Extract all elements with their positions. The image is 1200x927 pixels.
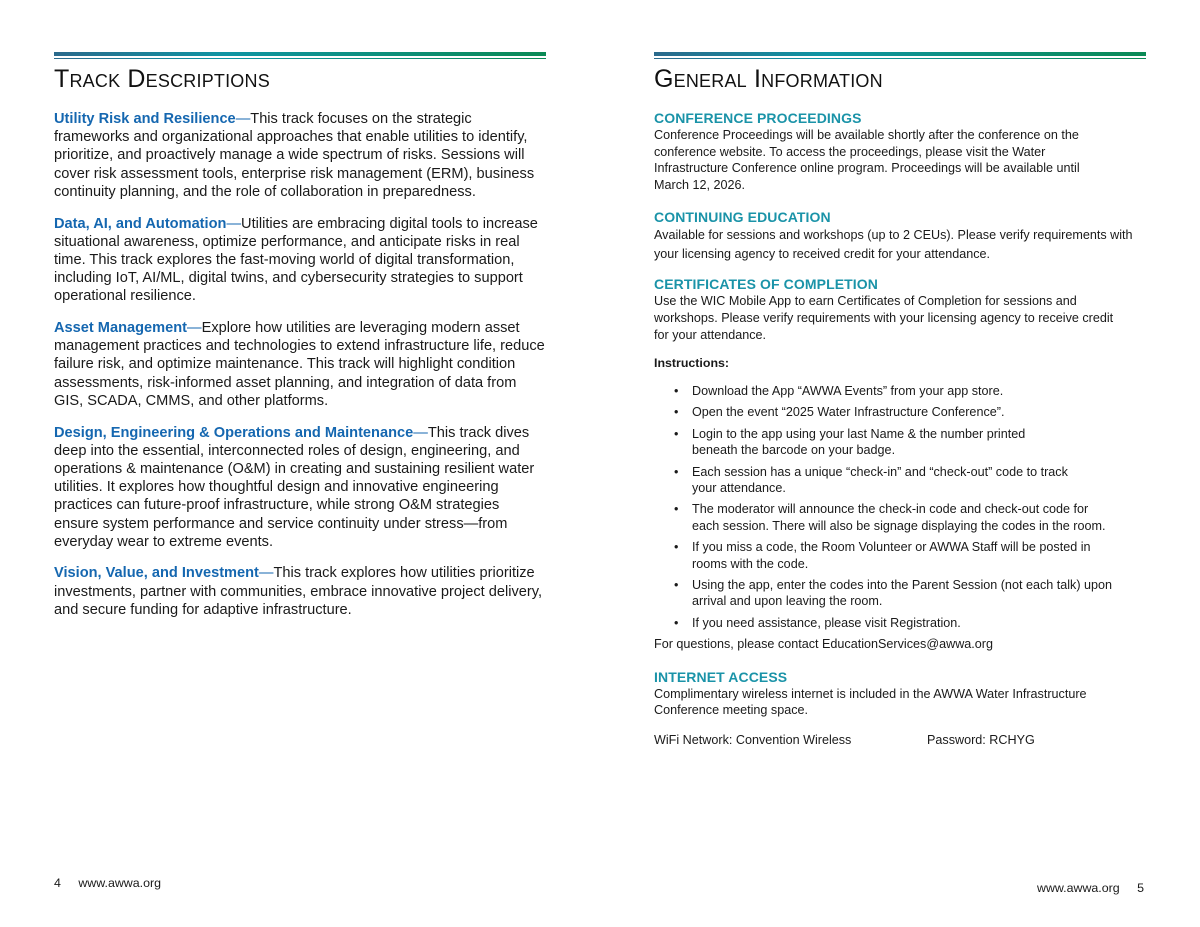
footer-url[interactable]: www.awwa.org	[1037, 881, 1120, 895]
track-dash: —	[187, 320, 202, 337]
track-description: This track focuses on the strategic frameworks and organizational approaches that enable utilities to identify, prioritize, and proactively manage a wide spectrum of risks. Sessions will cover risk assessment tools, enterprise risk management (ERM), business continuity planning, and the role of collaboration in preparedness.	[54, 111, 535, 200]
section-heading: CERTIFICATES OF COMPLETION	[654, 276, 879, 293]
track-item	[54, 110, 546, 201]
bullet-icon: •	[674, 384, 679, 399]
internet-access-section	[654, 669, 1146, 749]
certificates-section	[654, 276, 1146, 652]
instruction-item	[654, 615, 1146, 632]
instruction-item	[654, 464, 1074, 497]
track-item	[54, 424, 546, 551]
bullet-icon: •	[674, 577, 679, 592]
track-description: Utilities are embracing digital tools to increase situational awareness, optimize performance, and anticipate risks in real time. This track explores the fast-moving world of digital transformation, including IoT, AI/ML, digital twins, and cybersecurity strategies to support operational resilience.	[54, 215, 538, 305]
section-text: Complimentary wireless internet is included in the AWWA Water Infrastructure Conference meeting space.	[654, 686, 1087, 718]
track-item	[54, 215, 546, 306]
instruction-item	[654, 577, 1116, 610]
track-dash: —	[258, 565, 274, 582]
bullet-icon: •	[674, 540, 679, 555]
footer-url[interactable]: www.awwa.org	[78, 876, 161, 890]
proceedings-section	[654, 110, 1146, 193]
wifi-details	[654, 732, 1146, 749]
instruction-item	[654, 426, 1064, 459]
instruction-text: The moderator will announce the check-in code and check-out code for each session. There will also be signage displaying the codes in the room.	[692, 502, 1106, 533]
bullet-icon: •	[674, 426, 679, 441]
continuing-education-section	[654, 209, 1146, 263]
header-rule-thin	[54, 58, 546, 59]
instruction-text: Download the App “AWWA Events” from your app store.	[692, 384, 1004, 399]
track-dash: —	[226, 215, 242, 232]
right-page	[654, 52, 1146, 748]
header-rule	[654, 52, 1146, 56]
instruction-text: Each session has a unique “check-in” and “check-out” code to track your attendance.	[692, 464, 1068, 496]
contact-text: For questions, please contact EducationServices@awwa.org	[654, 637, 993, 652]
wifi-password: Password: RCHYG	[927, 732, 1035, 747]
instruction-item	[654, 501, 1106, 534]
bullet-icon: •	[674, 615, 679, 630]
instructions-label: Instructions:	[654, 356, 730, 371]
section-text: Available for sessions and workshops (up to 2 CEUs). Please verify requirements with your licensing agency to received credit for your attendance.	[654, 228, 1133, 261]
track-name: Utility Risk and Resilience	[54, 111, 236, 127]
instruction-text: Using the app, enter the codes into the Parent Session (not each talk) upon arrival and upon leaving the room.	[692, 577, 1113, 609]
track-name: Design, Engineering & Operations and Maintenance	[54, 424, 414, 441]
instruction-item	[654, 383, 1146, 400]
track-description: This track explores how utilities prioritize investments, partner with communities, embrace innovative project delivery, and secure funding for adaptive infrastructure.	[54, 565, 543, 618]
instruction-item	[654, 539, 1116, 572]
page-number: 4	[54, 876, 61, 890]
instruction-text: Open the event “2025 Water Infrastructure Conference”.	[692, 405, 1005, 420]
section-text: Use the WIC Mobile App to earn Certificates of Completion for sessions and workshops. Please verify requirements with your licensing agency to receive credit for your attendance.	[654, 294, 1114, 342]
header-rule	[54, 52, 546, 56]
left-page	[54, 52, 546, 633]
track-dash: —	[235, 111, 251, 127]
track-item	[54, 564, 546, 619]
track-name: Vision, Value, and Investment	[54, 565, 259, 582]
track-item	[54, 319, 546, 410]
page-title: Track Descriptions	[54, 65, 270, 93]
footer-right	[1037, 881, 1144, 895]
footer-left	[54, 876, 161, 890]
instruction-text: If you need assistance, please visit Registration.	[692, 615, 961, 630]
bullet-icon: •	[674, 464, 679, 479]
section-heading: CONTINUING EDUCATION	[654, 209, 831, 226]
track-list	[54, 110, 546, 619]
instructions-list	[654, 383, 1146, 631]
page-title: General Information	[654, 65, 883, 93]
wifi-network: WiFi Network: Convention Wireless	[654, 732, 852, 747]
page-number: 5	[1137, 881, 1144, 895]
instruction-text: Login to the app using your last Name & the number printed beneath the barcode on your badge.	[692, 426, 1026, 458]
track-description: This track dives deep into the essential, interconnected roles of design, engineering, and operations & maintenance (O&M) in creating and sustaining resilient water utilities. It explores how thoughtful design and innovative engineering practices can future-proof infrastructure, while strong O&M strategies ensure system performance and service continuity under stress—from everyday wear to extreme events.	[54, 424, 535, 550]
track-name: Data, AI, and Automation	[54, 215, 227, 232]
track-description: Explore how utilities are leveraging modern asset management practices and technologies to extend infrastructure life, reduce failure risk, and optimize maintenance. This track will highlight condition assessments, risk-informed asset planning, and integration of data from GIS, SCADA, CMMS, and other platforms.	[54, 320, 545, 409]
section-text: Conference Proceedings will be available shortly after the conference on the conference website. To access the proceedings, please visit the Water Infrastructure Conference online program. Proceedings will be available until March 12, 2026.	[654, 128, 1080, 192]
instruction-text: If you miss a code, the Room Volunteer or AWWA Staff will be posted in rooms with the code.	[692, 540, 1091, 571]
instruction-item	[654, 404, 1146, 421]
bullet-icon: •	[674, 405, 679, 420]
section-heading: INTERNET ACCESS	[654, 668, 788, 685]
track-name: Asset Management	[54, 320, 188, 337]
section-heading: CONFERENCE PROCEEDINGS	[654, 110, 862, 126]
header-rule-thin	[654, 58, 1146, 59]
bullet-icon: •	[674, 502, 679, 517]
track-dash: —	[413, 424, 428, 441]
